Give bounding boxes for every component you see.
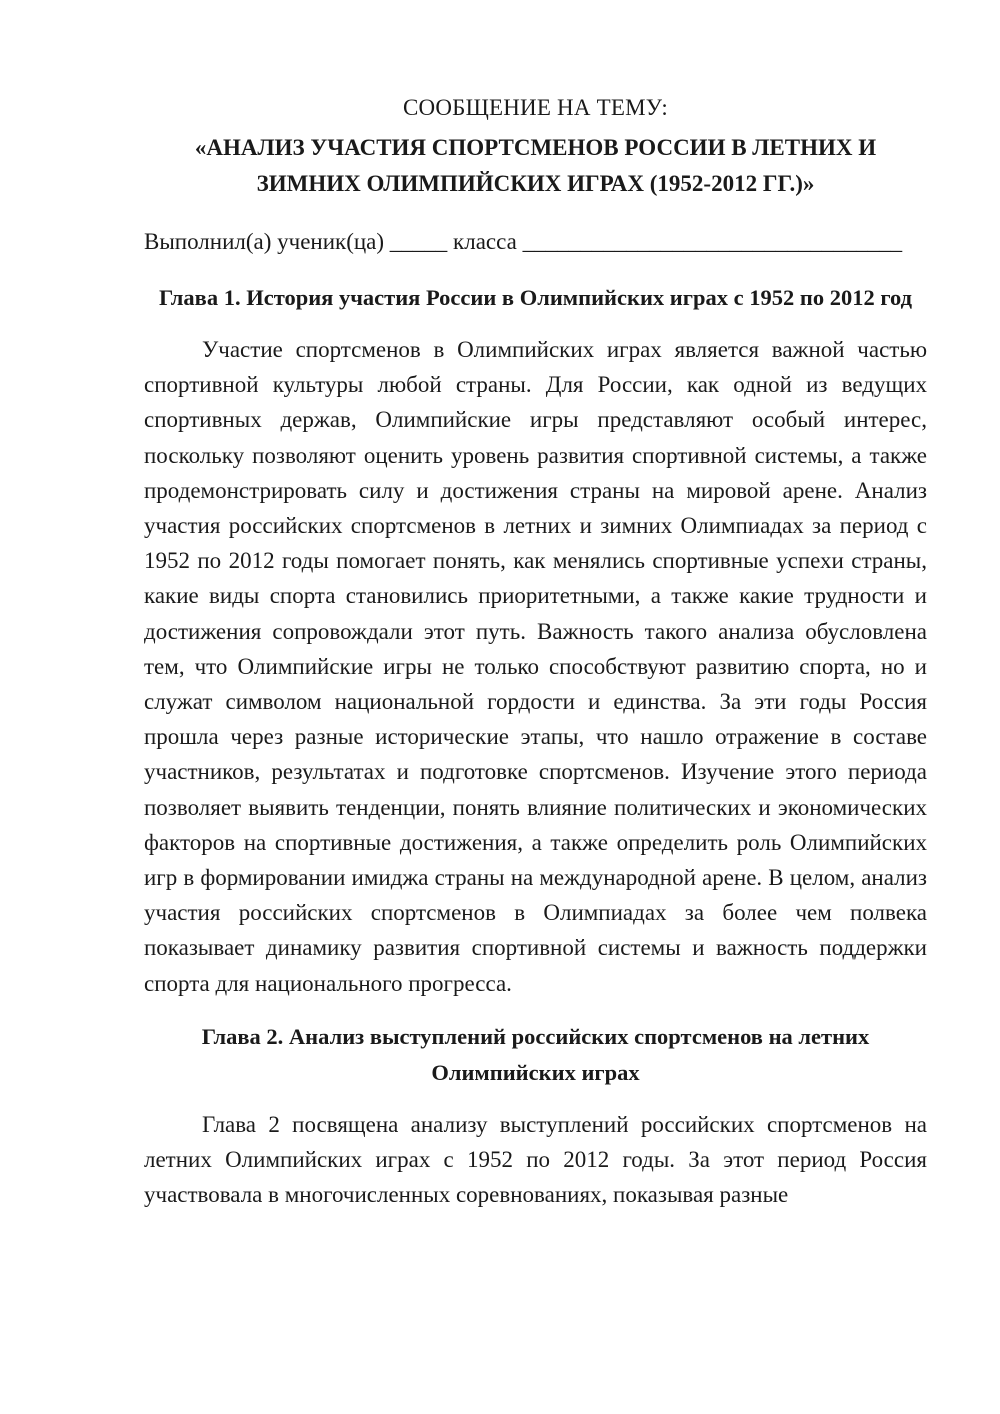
- author-line: Выполнил(а) ученик(ца) _____ класса _________________________________: [144, 229, 903, 254]
- chapter-2-heading: [144, 1019, 927, 1091]
- chapter-1-paragraph: Участие спортсменов в Олимпийских играх является важной частью спортивной культуры любой страны. Для России, как одной из ведущих спортивных держав, Олимпийские игры представляют особый интерес, поскольку позволяют оценить уровень развития спортивной системы, а также продемонстрировать силу и достижения страны на мировой арене. Анализ участия российских спортсменов в летних и зимних Олимпиадах за период с 1952 по 2012 годы помогает понять, как менялись спортивные успехи страны, какие виды спорта становились приоритетными, а также какие трудности и достижения сопровождали этот путь. Важность такого анализа обусловлена тем, что Олимпийские игры не только способствуют развитию спорта, но и служат символом национальной гордости и единства. За эти годы Россия прошла через разные исторические этапы, что нашло отражение в составе участников, результатах и подготовке спортсменов. Изучение этого периода позволяет выявить тенденции, понять влияние политических и экономических факторов на спортивные достижения, а также определить роль Олимпийских игр в формировании имиджа страны на международной арене. В целом, анализ участия российских спортсменов в Олимпиадах за более чем полвека показывает динамику развития спортивной системы и важность поддержки спорта для национального прогресса.: [144, 337, 927, 996]
- document-title-line-2: ЗИМНИХ ОЛИМПИЙСКИХ ИГРАХ (1952-2012 ГГ.)»: [256, 171, 815, 196]
- chapter-2-paragraph: Глава 2 посвящена анализу выступлений российских спортсменов на летних Олимпийских играх с 1952 по 2012 годы. За этот период Россия участвовала в многочисленных соревнованиях, показывая разные: [144, 1111, 927, 1208]
- chapter-2-heading-line-1: Глава 2. Анализ выступлений российских спортсменов на летних: [201, 1023, 870, 1049]
- document-label: СООБЩЕНИЕ НА ТЕМУ:: [403, 95, 668, 120]
- document-title: [144, 130, 927, 202]
- chapter-1-heading: Глава 1. История участия России в Олимпийских играх с 1952 по 2012 год: [159, 285, 912, 310]
- document-title-line-1: «АНАЛИЗ УЧАСТИЯ СПОРТСМЕНОВ РОССИИ В ЛЕТНИХ И: [194, 135, 877, 160]
- chapter-2-heading-line-2: Олимпийских играх: [431, 1059, 640, 1085]
- document-page: [144, 90, 927, 1212]
